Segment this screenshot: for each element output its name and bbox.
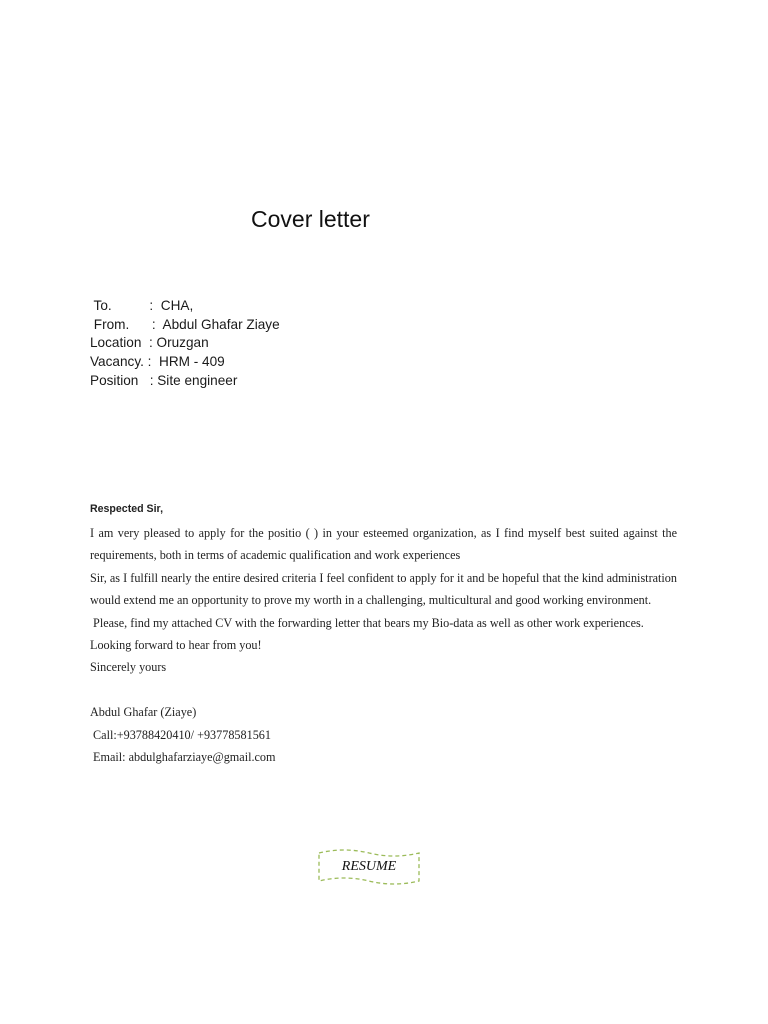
info-vacancy-line: Vacancy. : HRM - 409 xyxy=(90,354,225,370)
paragraph-application: I am very pleased to apply for the positio ( ) in your esteemed organization, as I find myself best suited against the requirements, both in terms of academic qualification and work experiences xyxy=(90,526,677,563)
resume-banner xyxy=(317,847,421,887)
paragraph-criteria: Sir, as I fulfill nearly the entire desired criteria I feel confident to apply for it and be hopeful that the kind administration would extend me an opportunity to prove my worth in a challenging, multicultural and good working environment. xyxy=(90,570,677,608)
line-closing: Sincerely yours xyxy=(90,660,167,675)
info-location-line: Location : Oruzgan xyxy=(90,335,209,351)
signature-call: Call:+93788420410/ +93778581561 xyxy=(90,727,271,742)
line-attached-cv: Please, find my attached CV with the forwarding letter that bears my Bio-data as well as other work experiences. xyxy=(90,615,644,630)
spacer xyxy=(90,679,677,701)
document-title: Cover letter xyxy=(251,206,370,232)
header-info-block xyxy=(90,297,280,390)
resume-label: RESUME xyxy=(341,859,397,874)
salutation: Respected Sir, xyxy=(90,503,164,515)
signature-name: Abdul Ghafar (Ziaye) xyxy=(90,705,197,720)
letter-body xyxy=(90,501,677,768)
info-to-line: To. : CHA, xyxy=(90,298,194,313)
line-looking-forward: Looking forward to hear from you! xyxy=(90,638,262,653)
info-from-line: From. : Abdul Ghafar Ziaye xyxy=(90,316,280,332)
info-position-line: Position : Site engineer xyxy=(90,372,238,388)
signature-email: Email: abdulghafarziaye@gmail.com xyxy=(90,750,276,765)
